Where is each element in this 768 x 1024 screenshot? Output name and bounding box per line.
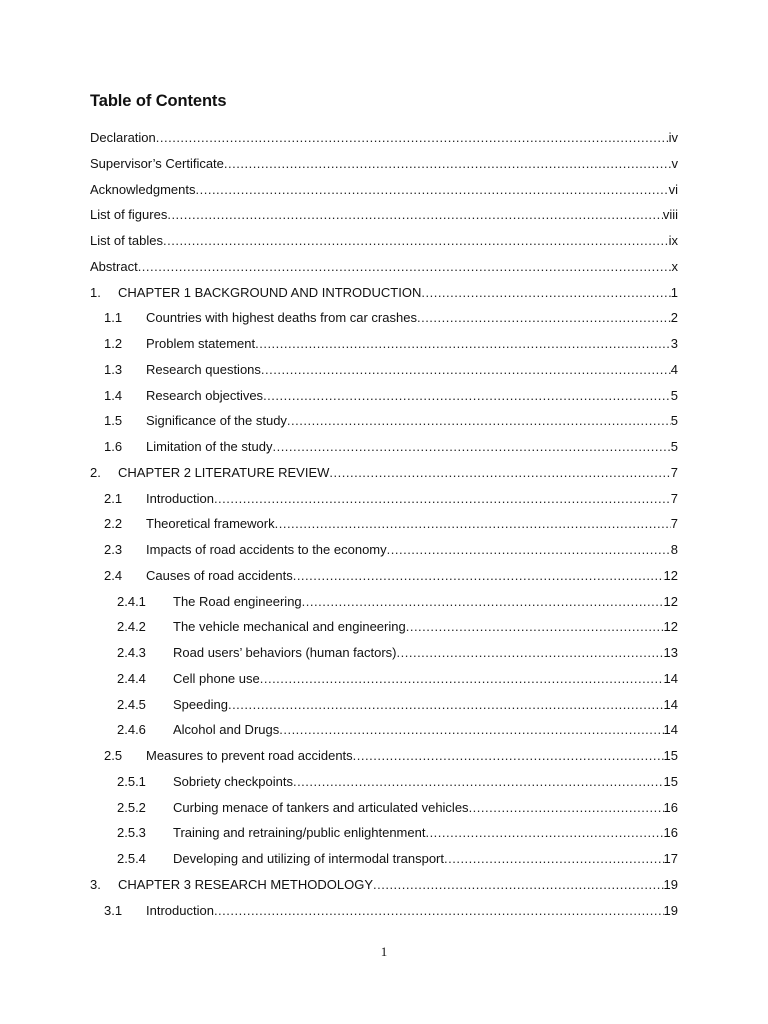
toc-entry-number: 1.1 [104,310,123,326]
toc-entry-number: 1. [90,284,101,300]
toc-entry-title: Research objectives [146,387,264,403]
toc-entry-title: CHAPTER 2 LITERATURE REVIEW [118,464,330,480]
dot-leader [406,618,664,636]
dot-leader [275,515,671,533]
toc-entry[interactable] [0,902,768,920]
toc-entry-title: CHAPTER 1 BACKGROUND AND INTRODUCTION [118,284,422,300]
dot-leader [214,490,671,508]
toc-entry-title: Road users’ behaviors (human factors) [173,645,397,660]
toc-entry[interactable] [0,824,768,842]
toc-entry-number: 1.5 [104,413,123,429]
toc-entry[interactable] [0,258,768,276]
toc-entry[interactable] [0,181,768,199]
toc-entry[interactable] [0,515,768,533]
toc-entry-page: 5 [670,413,678,429]
toc-entry-title: List of figures [90,207,168,223]
dot-leader [228,696,664,714]
dot-leader [397,644,664,662]
toc-entry-number: 2.4.6 [117,722,146,738]
toc-entry-number: 1.6 [104,439,123,454]
dot-leader [263,387,671,405]
toc-entry-title: Impacts of road accidents to the economy [146,542,387,557]
toc-entry-title: Measures to prevent road accidents [146,748,353,763]
toc-entry-page: 14 [663,696,678,712]
toc-entry-title: List of tables [90,233,163,248]
dot-leader [261,361,671,379]
dot-leader [156,129,669,147]
toc-entry-title: Supervisor’s Certificate [90,155,224,171]
toc-entry-page: 12 [663,593,678,609]
toc-entry-page: 7 [670,464,678,480]
toc-entry-title: Introduction [146,490,214,506]
toc-entry-page: 19 [663,876,678,892]
toc-entry-number: 2.5 [104,748,123,763]
dot-leader [224,155,672,173]
toc-entry-page: 16 [663,799,678,815]
toc-entry-number: 1.4 [104,387,123,403]
toc-entry[interactable] [0,721,768,739]
toc-entry-number: 1.3 [104,361,123,377]
page-title: Table of Contents [90,92,227,110]
toc-entry[interactable] [0,335,768,353]
dot-leader [417,309,671,327]
toc-entry-title: Countries with highest deaths from car crashes [146,310,417,326]
toc-entry[interactable] [0,644,768,662]
toc-entry[interactable] [0,696,768,714]
toc-entry[interactable] [0,799,768,817]
toc-entry-page: 16 [663,825,678,841]
toc-entry[interactable] [0,232,768,250]
toc-entry-page: 7 [670,516,678,532]
toc-entry-number: 2.5.4 [117,851,146,866]
toc-entry-number: 2.1 [104,490,123,506]
toc-entry-title: Alcohol and Drugs [173,722,280,738]
toc-entry-title: Significance of the study [146,413,287,429]
dot-leader [469,799,664,817]
toc-entry[interactable] [0,155,768,173]
toc-entry-page: 19 [663,902,678,918]
toc-entry-page: vi [668,181,678,197]
toc-entry[interactable] [0,361,768,379]
toc-entry-title: The vehicle mechanical and engineering [173,619,406,635]
toc-entry-page: 15 [663,773,678,789]
toc-entry[interactable] [0,618,768,636]
toc-entry[interactable] [0,309,768,327]
toc-entry-page: 3 [670,336,678,351]
toc-entry-number: 2.4.1 [117,593,146,609]
toc-entry-title: Introduction [146,902,214,918]
dot-leader [425,824,663,842]
toc-entry-page: 13 [663,645,678,660]
toc-entry[interactable] [0,670,768,688]
toc-entry-title: Declaration [90,130,156,145]
dot-leader [260,670,664,688]
toc-entry-page: 1 [670,284,678,300]
page-number: 1 [380,944,388,959]
toc-entry-number: 2.4.5 [117,696,146,712]
toc-entry-number: 3. [90,876,101,892]
toc-entry-page: viii [662,207,678,223]
toc-entry-number: 2. [90,464,101,480]
toc-entry-number: 2.4.3 [117,645,146,660]
toc-entry-page: 17 [663,851,678,866]
dot-leader [214,902,664,920]
toc-entry-number: 2.4.4 [117,670,146,686]
dot-leader [387,541,671,559]
dot-leader [353,747,664,765]
toc-entry-page: 14 [663,670,678,686]
toc-entry-page: v [671,155,678,171]
dot-leader [293,567,664,585]
toc-entry-page: 4 [670,361,678,377]
toc-entry-page: x [671,258,678,274]
dot-leader [421,284,670,302]
toc-entry-page: 5 [670,439,678,454]
toc-entry[interactable] [0,438,768,456]
toc-entry-title: Problem statement [146,336,256,351]
toc-entry-page: iv [668,130,678,145]
toc-entry-number: 2.2 [104,516,123,532]
toc-entry[interactable] [0,206,768,224]
toc-entry[interactable] [0,541,768,559]
toc-entry-number: 2.5.1 [117,773,146,789]
dot-leader [279,721,663,739]
toc-entry-title: Limitation of the study [146,439,273,454]
toc-entry-number: 2.5.2 [117,799,146,815]
dot-leader [287,412,671,430]
toc-entry-page: 8 [670,542,678,557]
toc-entry[interactable] [0,567,768,585]
toc-entry-title: The Road engineering [173,593,302,609]
toc-entry[interactable] [0,129,768,147]
toc-entry-title: Research questions [146,361,261,377]
toc-entry-number: 2.4 [104,567,123,583]
toc-entry-title: Causes of road accidents [146,567,293,583]
dot-leader [163,232,669,250]
toc-entry-page: 14 [663,722,678,738]
dot-leader [302,593,664,611]
toc-entry-title: Speeding [173,696,228,712]
toc-entry[interactable] [0,747,768,765]
dot-leader [167,206,663,224]
toc-entry-title: Curbing menace of tankers and articulated vehicles [173,799,469,815]
dot-leader [373,876,664,894]
dot-leader [293,773,664,791]
toc-entry-number: 2.3 [104,542,123,557]
dot-leader [329,464,670,482]
toc-entry[interactable] [0,850,768,868]
toc-entry-page: 15 [663,748,678,763]
toc-entry[interactable] [0,773,768,791]
dot-leader [196,181,669,199]
toc-entry-number: 2.4.2 [117,619,146,635]
toc-entry-title: Sobriety checkpoints [173,773,293,789]
toc-entry-title: Developing and utilizing of intermodal transport [173,851,444,866]
toc-entry-page: ix [668,233,678,248]
toc-entry-number: 1.2 [104,336,123,351]
toc-entry-number: 2.5.3 [117,825,146,841]
dot-leader [138,258,672,276]
toc-entry[interactable] [0,876,768,894]
toc-entry-title: CHAPTER 3 RESEARCH METHODOLOGY [118,876,373,892]
toc-entry[interactable] [0,464,768,482]
toc-entry-title: Abstract [90,258,138,274]
toc-entry[interactable] [0,387,768,405]
dot-leader [255,335,671,353]
toc-entry-title: Cell phone use [173,670,260,686]
toc-entry-page: 12 [663,567,678,583]
toc-entry-title: Theoretical framework [146,516,275,532]
toc-entry-title: Acknowledgments [90,181,196,197]
toc-entry[interactable] [0,490,768,508]
toc-entry-page: 5 [670,387,678,403]
toc-entry-page: 12 [663,619,678,635]
dot-leader [272,438,670,456]
toc-entry-title: Training and retraining/public enlightenment [173,825,426,841]
toc-entry[interactable] [0,593,768,611]
toc-entry-page: 2 [670,310,678,326]
dot-leader [444,850,664,868]
toc-entry-page: 7 [670,490,678,506]
toc-entry-number: 3.1 [104,902,123,918]
toc-entry[interactable] [0,412,768,430]
toc-entry[interactable] [0,284,768,302]
